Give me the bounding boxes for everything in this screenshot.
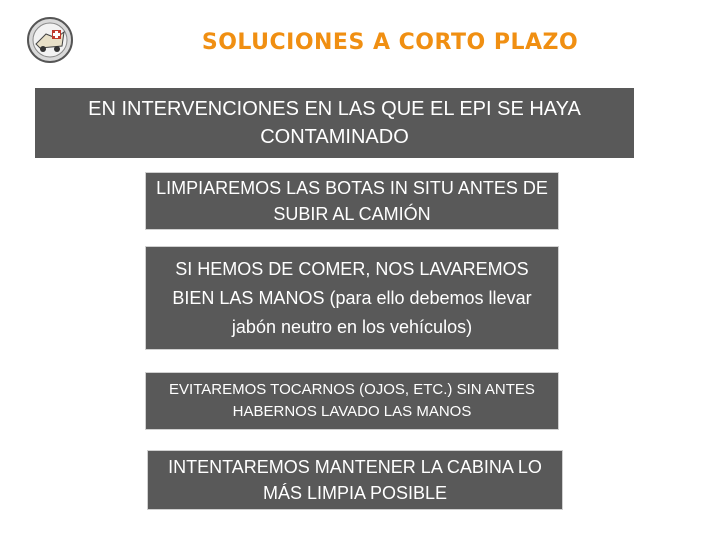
measure-text-hands-main: SI HEMOS DE COMER, NOS LAVAREMOS BIEN LAS MANOS [172,258,529,308]
measure-box-touching [145,372,559,430]
measure-text-cabin: INTENTAREMOS MANTENER LA CABINA LO MÁS LIMPIA POSIBLE [168,457,542,503]
measure-box-hands [145,246,559,350]
measure-box-cabin [147,450,563,510]
context-text: EN INTERVENCIONES EN LAS QUE EL EPI SE HAYA CONTAMINADO [88,98,581,148]
measure-text-boots: LIMPIAREMOS LAS BOTAS IN SITU ANTES DE SUBIR AL CAMIÓN [156,178,548,224]
context-box [35,88,634,158]
measure-text-touching: EVITAREMOS TOCARNOS (OJOS, ETC.) SIN ANTES HABERNOS LAVADO LAS MANOS [169,381,535,420]
measure-text-hands [146,255,558,342]
page-title: SOLUCIONES A CORTO PLAZO [201,30,579,55]
measure-text-hands-note: (para ello debemos llevar jabón neutro en los vehículos) [231,287,532,337]
measure-box-boots [145,172,559,230]
